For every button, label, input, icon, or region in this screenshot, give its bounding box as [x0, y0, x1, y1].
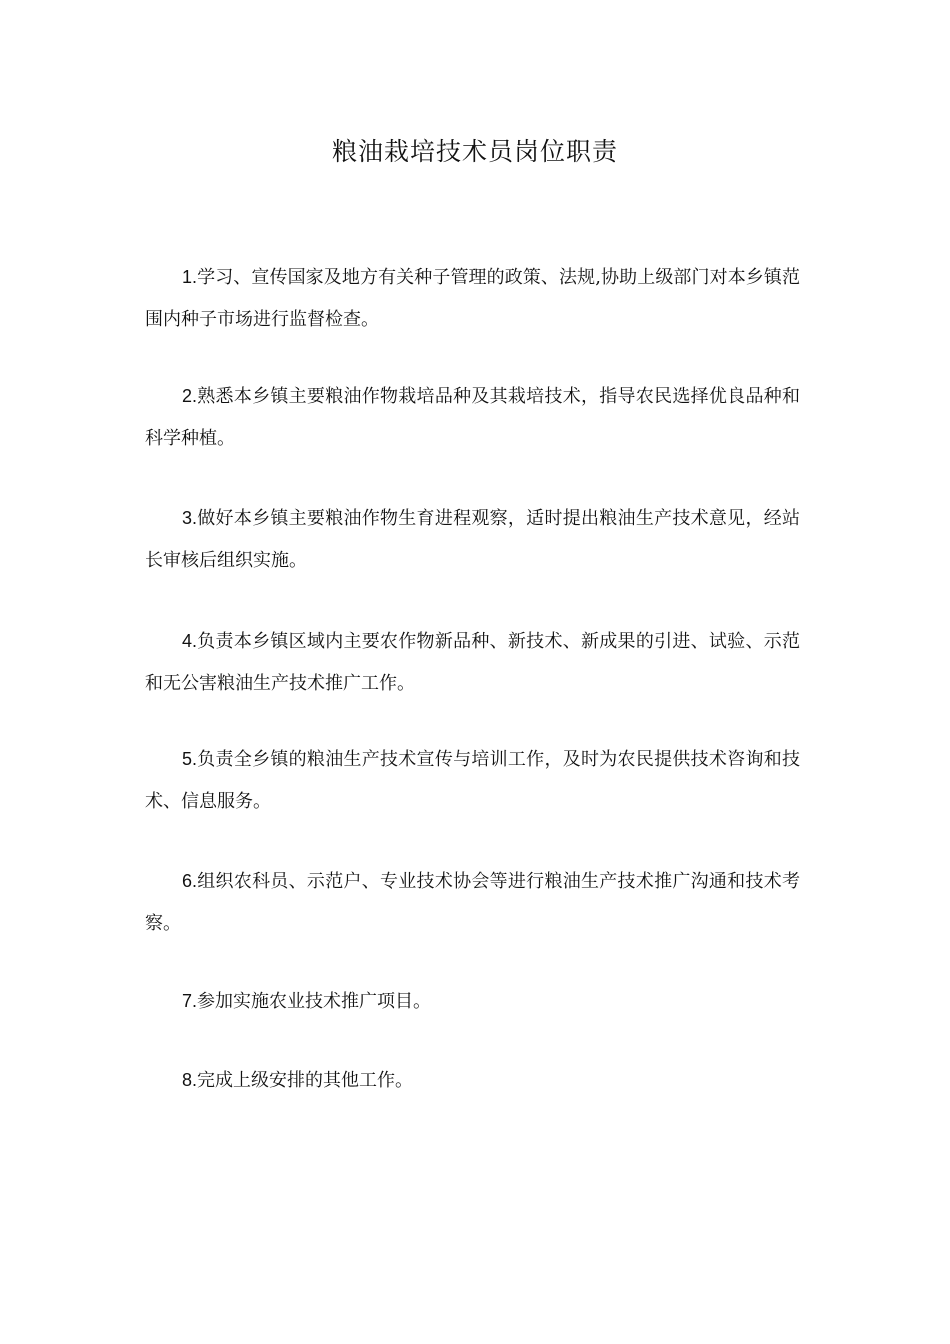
item-text: 负责本乡镇区域内主要农作物新品种、新技术、新成果的引进、试验、示范和无公害粮油生产技术推广工作。	[145, 631, 800, 694]
item-number: 2.	[182, 386, 198, 406]
item-number: 1.	[182, 267, 198, 287]
duty-item-8	[145, 1059, 800, 1102]
item-text: 学习、宣传国家及地方有关种子管理的政策、法规,协助上级部门对本乡镇范围内种子市场进行监督检查。	[145, 267, 800, 330]
item-text: 参加实施农业技术推广项目。	[197, 991, 432, 1012]
duty-item-5	[145, 738, 800, 823]
duty-item-1	[145, 256, 800, 341]
item-number: 7.	[182, 991, 198, 1011]
item-number: 5.	[182, 749, 198, 769]
item-number: 6.	[182, 871, 198, 891]
item-text: 熟悉本乡镇主要粮油作物栽培品种及其栽培技术，指导农民选择优良品种和科学种植。	[145, 386, 800, 449]
item-number: 8.	[182, 1070, 198, 1090]
item-text: 负责全乡镇的粮油生产技术宣传与培训工作，及时为农民提供技术咨询和技术、信息服务。	[145, 749, 800, 812]
item-number: 4.	[182, 631, 198, 651]
item-text: 组织农科员、示范户、专业技术协会等进行粮油生产技术推广沟通和技术考察。	[145, 871, 800, 934]
duty-item-6	[145, 860, 800, 945]
item-number: 3.	[182, 508, 198, 528]
duty-item-4	[145, 620, 800, 705]
item-text: 做好本乡镇主要粮油作物生育进程观察，适时提出粮油生产技术意见，经站长审核后组织实施。	[145, 508, 800, 571]
document-title: 粮油栽培技术员岗位职责	[331, 137, 618, 166]
duty-item-2	[145, 375, 800, 460]
duty-item-3	[145, 497, 800, 582]
item-text: 完成上级安排的其他工作。	[197, 1070, 414, 1091]
duty-item-7	[145, 980, 800, 1023]
